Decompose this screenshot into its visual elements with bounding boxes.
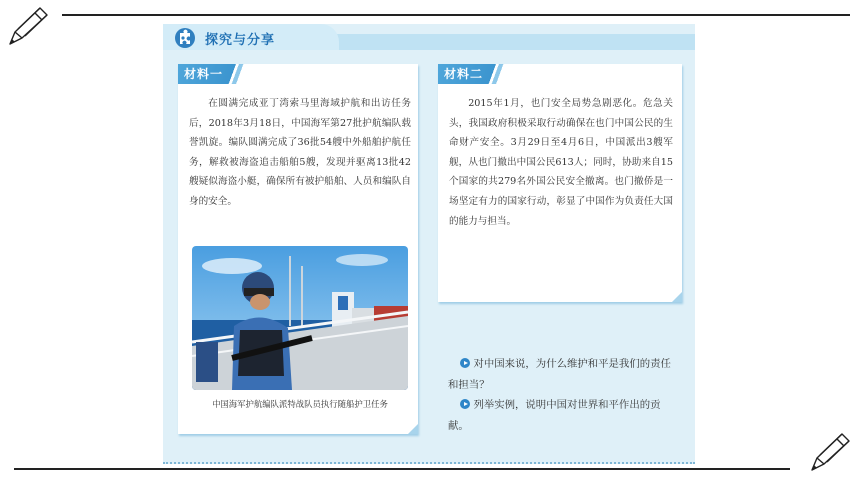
play-bullet-icon (460, 358, 470, 368)
question-list (448, 354, 676, 436)
top-rule (62, 14, 850, 16)
material1-text: 在圆满完成亚丁湾索马里海域护航和出访任务后，2018年3月18日，中国海军第27批护航编队载誉凯旋。编队圆满完成了36批54艘中外船舶护航任务，解救被海盗追击船舶5艘，发现并驱离13批42艘疑似海盗小艇，确保所有被护船舶、人员和编队自身的安全。 (189, 98, 411, 207)
section-title: 探究与分享 (205, 33, 276, 48)
panel-dotted-border (163, 462, 695, 464)
question-item (448, 395, 676, 436)
material1-label: 材料一 (178, 64, 245, 84)
play-bullet-icon (460, 399, 470, 409)
card-fold-corner (672, 292, 682, 302)
puzzle-icon (173, 27, 197, 49)
photo-caption: 中国海军护航编队派特战队员执行随船护卫任务 (212, 399, 388, 409)
navy-escort-photo (192, 246, 408, 390)
material2-text: 2015年1月，也门安全局势急剧恶化。危急关头，我国政府积极采取行动确保在也门中国公民的生命财产安全。3月29日至4月6日，中国派出3艘军舰，从也门撤出中国公民613人；同时，协助来自15个国家的共279名外国公民安全撤离。也门撤侨是一场坚定有力的国家行动，彰显了中国作为负责任大国的能力与担当。 (449, 98, 673, 227)
card-fold-corner (408, 424, 418, 434)
material2-label: 材料二 (438, 64, 505, 84)
question-text: 对中国来说，为什么维护和平是我们的责任和担当？ (448, 358, 671, 391)
pencil-icon (806, 430, 854, 474)
bottom-rule (14, 468, 790, 470)
question-text: 列举实例，说明中国对世界和平作出的贡献。 (448, 399, 661, 432)
pencil-icon (4, 4, 52, 48)
question-item (448, 354, 676, 395)
